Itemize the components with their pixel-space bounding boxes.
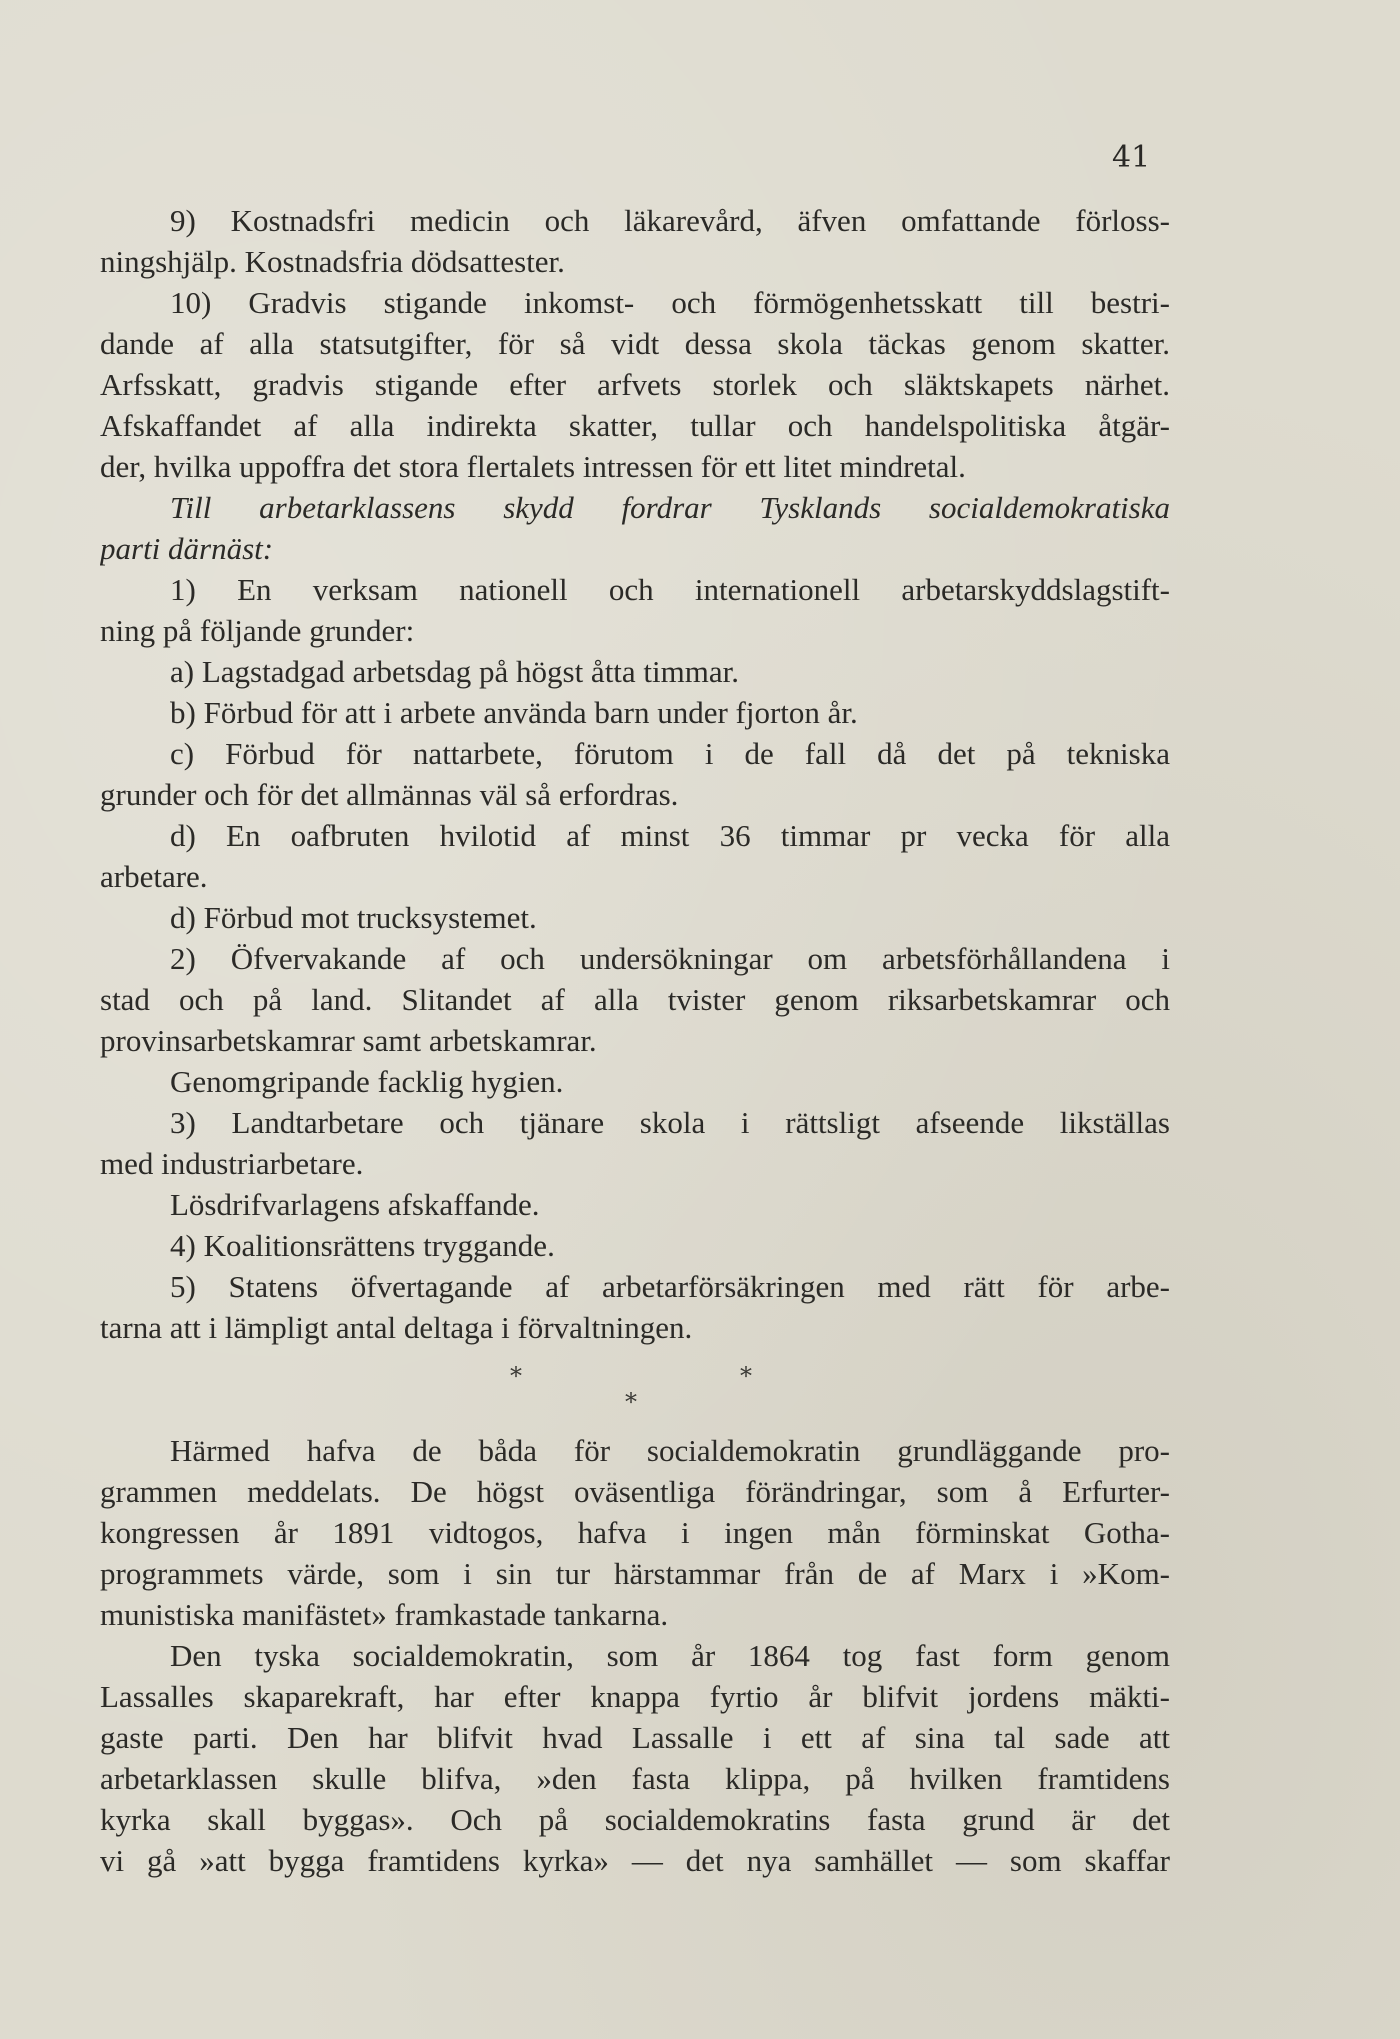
text-line: b) Förbud för att i arbete använda barn under fjorton år. [170,695,858,730]
text-line: Lösdrifvarlagens afskaffande. [170,1187,540,1222]
text-line: arbetare. [100,859,208,894]
text-line: stad och på land. Slitandet af alla tvister genom riksarbetskamrar och [100,982,1170,1017]
text-line: gaste parti. Den har blifvit hvad Lassalle i ett af sina tal sade att [100,1720,1170,1755]
text-line: munistiska manifästet» framkastade tankarna. [100,1597,669,1632]
text-line: Härmed hafva de båda för socialdemokratin grundläggande pro- [170,1433,1170,1468]
text-line: Den tyska socialdemokratin, som år 1864 tog fast form genom [170,1638,1170,1673]
text-line: dande af alla statsutgifter, för så vidt dessa skola täckas genom skatter. [100,326,1170,361]
closing-paragraphs [100,1430,1170,1881]
text-line: c) Förbud för nattarbete, förutom i de fall då det på tekniska [170,736,1170,771]
text-line: d) En oafbruten hvilotid af minst 36 timmar pr vecka för alla [170,818,1170,853]
text-line: grunder och för det allmännas väl så erfordras. [100,777,679,812]
text-line: 5) Statens öfvertagande af arbetarförsäkringen med rätt för arbe- [170,1269,1170,1304]
text-line: Afskaffandet af alla indirekta skatter, tullar och handelspolitiska åtgär- [100,408,1170,443]
text-line: Genomgripande facklig hygien. [170,1064,564,1099]
text-line: ningshjälp. Kostnadsfria dödsattester. [100,244,565,279]
text-line: a) Lagstadgad arbetsdag på högst åtta timmar. [170,654,740,689]
text-line: grammen meddelats. De högst oväsentliga förändringar, som å Erfurter- [100,1474,1170,1509]
text-line: Till arbetarklassens skydd fordrar Tysklands socialdemokratiska [170,490,1170,525]
text-line: ning på följande grunder: [100,613,415,648]
text-line: 4) Koalitionsrättens tryggande. [170,1228,555,1263]
text-line: 3) Landtarbetare och tjänare skola i rättsligt afseende likställas [170,1105,1170,1140]
text-line: 2) Öfvervakande af och undersökningar om arbetsförhållandena i [170,941,1170,976]
text-line: tarna att i lämpligt antal deltaga i förvaltningen. [100,1310,693,1345]
text-line: der, hvilka uppoffra det stora flertalets intressen för ett litet mindretal. [100,449,966,484]
text-line: Lassalles skaparekraft, har efter knappa fyrtio år blifvit jordens mäkti- [100,1679,1170,1714]
body-text [100,200,1170,1881]
text-line: 10) Gradvis stigande inkomst- och förmögenhetsskatt till bestri- [170,285,1170,320]
program-list [100,200,1170,1348]
text-line: provinsarbetskamrar samt arbetskamrar. [100,1023,597,1058]
section-separator [100,1348,1170,1430]
separator-star: * [740,1362,752,1390]
text-line: 9) Kostnadsfri medicin och läkarevård, äfven omfattande förloss- [170,203,1170,238]
text-line: Arfsskatt, gradvis stigande efter arfvets storlek och släktskapets närhet. [100,367,1170,402]
separator-star: * [510,1362,522,1390]
page-number: 41 [1112,140,1151,175]
text-line: d) Förbud mot trucksystemet. [170,900,537,935]
text-line: programmets värde, som i sin tur härstammar från de af Marx i »Kom- [100,1556,1170,1591]
text-line: kyrka skall byggas». Och på socialdemokratins fasta grund är det [100,1802,1170,1837]
text-line: kongressen år 1891 vidtogos, hafva i ingen mån förminskat Gotha- [100,1515,1170,1550]
text-line: 1) En verksam nationell och internationell arbetarskyddslagstift- [170,572,1170,607]
text-line: med industriarbetare. [100,1146,364,1181]
text-line: parti därnäst: [100,531,274,566]
separator-star: * [625,1388,637,1416]
text-line: arbetarklassen skulle blifva, »den fasta klippa, på hvilken framtidens [100,1761,1170,1796]
text-line: vi gå »att bygga framtidens kyrka» — det nya samhället — som skaffar [100,1843,1170,1878]
